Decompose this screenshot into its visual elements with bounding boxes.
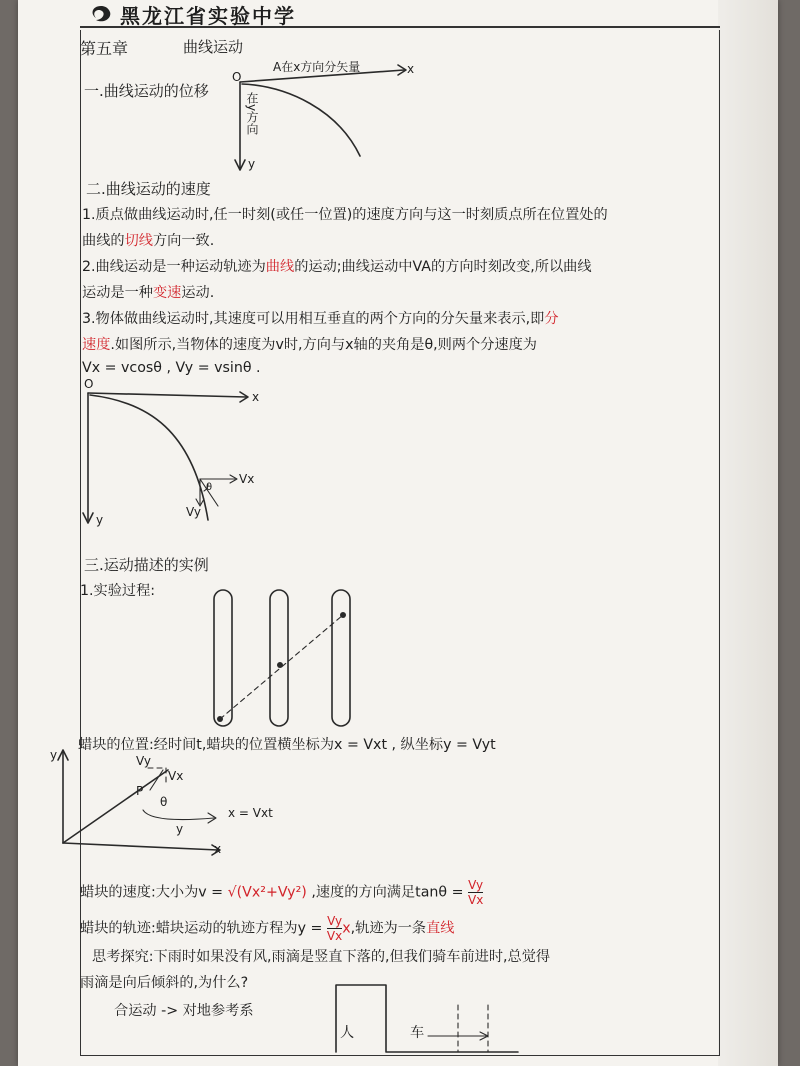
think-line2: 雨滴是向后倾斜的,为什么? (80, 975, 249, 991)
fig2-origin: O (84, 377, 94, 391)
think-line3: 合运动 -> 对地参考系 (114, 1003, 254, 1019)
fig1-origin: O (232, 70, 242, 84)
wax-track-line: 蜡块的轨迹:蜡块运动的轨迹方程为y = $\frac{Vy}{Vx}$ x,轨迹为一条直线 (80, 914, 455, 943)
fig3-x-axis (63, 843, 218, 850)
think-line1: 思考探究:下雨时如果没有风,雨滴是竖直下落的,但我们骑车前进时,总觉得 (92, 949, 551, 965)
tube-3 (332, 590, 350, 726)
fig3-theta-label: θ (160, 795, 168, 809)
section1-heading: 一.曲线运动的位移 (84, 82, 209, 100)
rain-shelter (336, 985, 518, 1052)
rain-label-car: 车 (410, 1025, 425, 1041)
sec2-p2-line1: 2.曲线运动是一种运动轨迹为曲线的运动;曲线运动中VA的方向时刻改变,所以曲线 (82, 259, 592, 275)
fig2-x-axis (88, 393, 246, 397)
fig2-theta-label: θ (206, 482, 213, 493)
notebook-page (18, 0, 778, 1066)
rain-label-person: 人 (340, 1025, 355, 1041)
sec2-p1-line1: 1.质点做曲线运动时,任一时刻(或任一位置)的速度方向与这一时刻质点所在位置处的 (82, 207, 608, 223)
path-dashed-line (220, 615, 343, 719)
tube-2 (270, 590, 288, 726)
fig3-p-label: P (136, 784, 144, 798)
chapter-number: 第五章 (80, 39, 129, 58)
fig2-y-axis-label: y (96, 513, 104, 527)
fig3-x-arrow (143, 810, 214, 820)
sec2-p2-line2: 运动是一种变速运动. (82, 285, 215, 301)
fig2-vx-label: Vx (239, 472, 255, 486)
fig3-x-equation: x = Vxt (228, 806, 273, 820)
experiment-tubes (214, 590, 350, 726)
sec3-step: 1.实验过程: (80, 583, 156, 599)
sec2-p3-line3: Vx = vcosθ , Vy = vsinθ . (82, 360, 261, 376)
sec2-p3-line1: 3.物体做曲线运动时,其速度可以用相互垂直的两个方向的分矢量来表示,即分 (82, 311, 559, 327)
fig3-vy-label: Vy (136, 754, 151, 768)
fig2-x-axis-label: x (252, 390, 260, 404)
fig1-y-axis-label: y (248, 157, 256, 171)
rain-figure (336, 985, 518, 1052)
fig1-x-axis-label: x (407, 62, 415, 76)
fig1-x-label: A在x方向分矢量 (273, 60, 361, 74)
fig2-vy-label: Vy (186, 505, 201, 519)
wax-speed-line: 蜡块的速度:大小为v = √(Vx²+Vy²) ,速度的方向满足tanθ = $\frac{Vy}{Vx}$ (80, 878, 484, 907)
fig3-vx-label: Vx (168, 769, 184, 783)
sec3-position: 蜡块的位置:经时间t,蜡块的位置横坐标为x = Vxt , 纵坐标y = Vyt (78, 737, 496, 753)
tube-1 (214, 590, 232, 726)
sec2-p1-line2: 曲线的切线方向一致. (82, 233, 215, 249)
section2-heading: 二.曲线运动的速度 (86, 180, 211, 198)
fig3-x-axis-label: x (214, 842, 222, 856)
velocity-figure (83, 392, 248, 523)
fig3-diagonal (63, 770, 168, 843)
chapter-title: 曲线运动 (183, 38, 244, 56)
sec2-p3-line2: 速度.如图所示,当物体的速度为v时,方向与x轴的夹角是θ,则两个分速度为 (82, 337, 537, 353)
school-name: 黑龙江省实验中学 (120, 3, 296, 28)
fig1-y-label: 在y方向 (245, 92, 259, 136)
fig3-y-small: y (176, 822, 184, 836)
fig3-y-axis-label: y (50, 748, 58, 762)
fig2-trajectory (90, 395, 208, 520)
section3-heading: 三.运动描述的实例 (84, 556, 209, 574)
